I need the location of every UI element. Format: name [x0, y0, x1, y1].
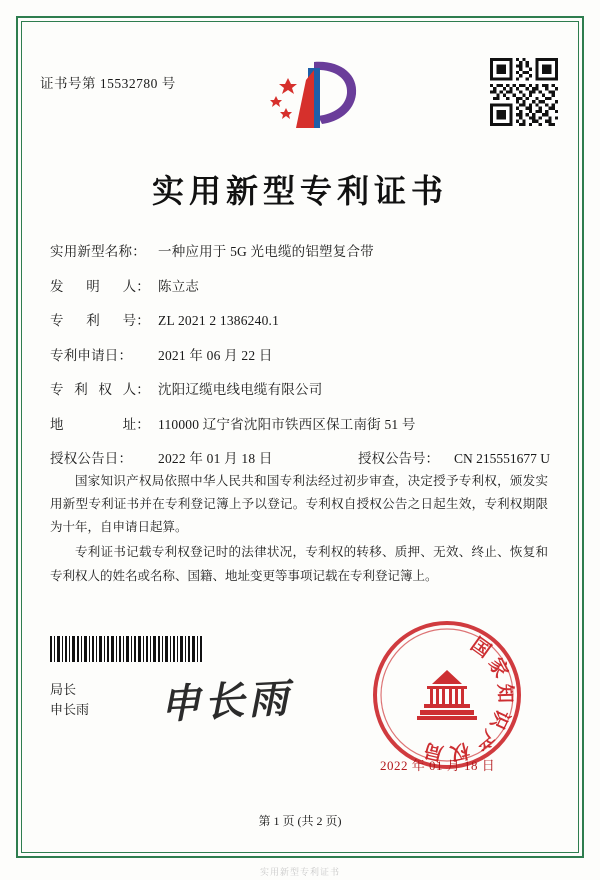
director-name: 申长雨: [50, 702, 90, 718]
seal-date: 2022 年 01 月 18 日: [380, 758, 496, 773]
legal-paragraph-2: 专利证书记载专利权登记时的法律状况，专利权的转移、质押、无效、终止、恢复和专利权人的姓名或名称、国籍、地址变更等事项记载在专利登记簿上。: [50, 545, 548, 583]
field-value-grant-date: 2022 年 01 月 18 日: [158, 451, 273, 466]
field-label-patentee-char-3: 权: [98, 382, 113, 397]
field-value-address: 110000 辽宁省沈阳市铁西区保工南街 51 号: [158, 416, 416, 432]
field-label-inventor: [50, 275, 158, 295]
field-label-inventor-char-3: 人：: [122, 278, 150, 294]
field-label-application-date: 专利申请日：: [50, 347, 133, 363]
svg-text:国 家 知 识 产 权 局: 国 家 知 识 产 权 局: [422, 634, 516, 764]
field-row-address: [50, 413, 550, 433]
footer-watermark-text: 实用新型专利证书: [259, 867, 340, 877]
official-seal: [370, 618, 524, 772]
field-value-patentee: 沈阳辽缆电线电缆有限公司: [158, 382, 323, 397]
field-label-patent-number-char-3: 号：: [122, 313, 150, 328]
legal-text-block: [50, 470, 548, 590]
field-label-patentee-char-4: 人：: [122, 382, 150, 397]
field-label-patent-number-char-1: 专: [50, 313, 64, 328]
field-label-patentee: [50, 378, 158, 398]
field-value-utility-model-name: 一种应用于 5G 光电缆的铝塑复合带: [158, 244, 374, 259]
signature-block: [50, 680, 89, 720]
legal-paragraph-1: 国家知识产权局依照中华人民共和国专利法经过初步审查，决定授予专利权，颁发实用新型专利证书并在专利登记簿上予以登记。专利权自授权公告之日起生效，专利权期限为十年，自申请日起算。: [50, 474, 548, 535]
cnipa-logo-icon: [262, 56, 370, 136]
field-value-application-date: 2021 年 06 月 22 日: [158, 347, 273, 363]
certificate-fields: [50, 240, 550, 482]
field-row-grant-announcement: [50, 447, 550, 467]
field-label-address-char-2: 址：: [122, 416, 150, 432]
field-value-grant-number: CN 215551677 U: [454, 451, 551, 466]
field-label-patentee-char-2: 利: [74, 382, 88, 397]
field-label-grant-number: 授权公告号：: [358, 451, 439, 466]
field-row-application-date: [50, 344, 550, 364]
field-value-inventor: 陈立志: [158, 278, 200, 294]
barcode: [50, 636, 204, 662]
qr-code: [490, 58, 558, 126]
field-label-inventor-char-1: 发: [50, 278, 64, 294]
field-row-inventor: [50, 275, 550, 295]
field-label-grant-date: 授权公告日：: [50, 451, 133, 466]
handwritten-signature: 申长雨: [159, 675, 294, 728]
field-value-patent-number: ZL 2021 2 1386240.1: [158, 313, 280, 328]
certificate-title: 实用新型专利证书: [151, 173, 448, 209]
field-label-address: [50, 413, 158, 433]
page-indicator: 第 1 页 (共 2 页): [258, 814, 342, 828]
field-label-patentee-char-1: 专: [50, 382, 64, 397]
field-label-patent-number: [50, 309, 158, 329]
field-label-patent-number-char-2: 利: [86, 313, 100, 328]
certificate-number: 证书号第 15532780 号: [40, 76, 176, 91]
field-row-patent-number: [50, 309, 550, 329]
field-label-utility-model-name: 实用新型名称：: [50, 244, 146, 259]
director-title-label: 局长: [50, 682, 77, 697]
field-row-utility-model-name: [50, 240, 550, 260]
field-label-address-char-1: 地: [50, 416, 64, 432]
field-label-inventor-char-2: 明: [86, 278, 100, 294]
certificate-content: [40, 40, 560, 840]
field-row-patentee: [50, 378, 550, 398]
